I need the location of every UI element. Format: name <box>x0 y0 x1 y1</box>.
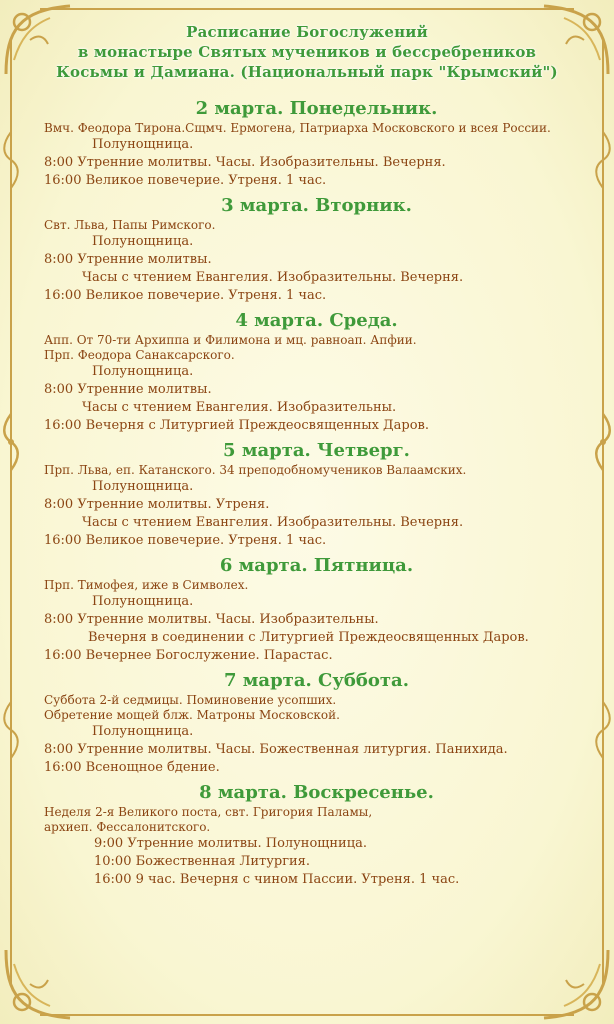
commemoration-line: Неделя 2-я Великого поста, свт. Григория Паламы, <box>44 805 373 819</box>
side-ornament-left-lower <box>0 700 22 760</box>
side-ornament-right <box>592 412 614 472</box>
service-line: Полунощница. <box>92 234 194 249</box>
day-heading: 2 марта. Понедельник. <box>195 98 438 119</box>
title-line-2: в монастыре Святых мучеников и бессребреников <box>77 43 537 61</box>
service-line: 16:00 9 час. Вечерня с чином Пассии. Утреня. 1 час. <box>94 872 460 887</box>
service-line: 16:00 Вечерня с Литургией Преждеосвященных Даров. <box>44 418 429 433</box>
service-line: 9:00 Утренние молитвы. Полунощница. <box>94 836 367 851</box>
schedule-days <box>44 97 589 893</box>
side-ornament-left <box>0 412 22 472</box>
day-heading: 8 марта. Воскресенье. <box>199 782 434 803</box>
title-line-1: Расписание Богослужений <box>186 23 428 41</box>
service-line: 16:00 Вечернее Богослужение. Парастас. <box>44 648 333 663</box>
service-line: 16:00 Великое повечерие. Утреня. 1 час. <box>44 533 327 548</box>
corner-ornament-bottom-left <box>0 944 80 1024</box>
day-heading: 5 марта. Четверг. <box>223 440 410 461</box>
day-section <box>44 669 589 777</box>
service-line: 8:00 Утренние молитвы. <box>44 252 212 267</box>
service-line: 16:00 Всенощное бдение. <box>44 760 220 775</box>
service-line: Часы с чтением Евангелия. Изобразительны. Вечерня. <box>82 270 464 285</box>
commemoration-line: Прп. Льва, еп. Катанского. 34 преподобномучеников Валаамских. <box>44 463 467 477</box>
schedule-title <box>0 22 614 82</box>
service-line: Полунощница. <box>92 594 194 609</box>
service-line: 10:00 Божественная Литургия. <box>94 854 311 869</box>
service-line: Часы с чтением Евангелия. Изобразительны. <box>82 400 397 415</box>
commemoration-line: Апп. От 70-ти Архиппа и Филимона и мц. равноап. Апфии. <box>44 333 417 347</box>
day-section <box>44 194 589 305</box>
service-line: 8:00 Утренние молитвы. <box>44 382 212 397</box>
day-heading: 6 марта. Пятница. <box>219 555 414 576</box>
side-ornament-right-lower <box>592 700 614 760</box>
service-line: 16:00 Великое повечерие. Утреня. 1 час. <box>44 288 327 303</box>
service-line: 16:00 Великое повечерие. Утреня. 1 час. <box>44 173 327 188</box>
service-line: 8:00 Утренние молитвы. Утреня. <box>44 497 270 512</box>
frame-border-top <box>40 8 574 10</box>
corner-ornament-bottom-right <box>534 944 614 1024</box>
day-section <box>44 439 589 550</box>
commemoration-line: Обретение мощей блж. Матроны Московской. <box>44 708 340 722</box>
commemoration-line: Прп. Феодора Санаксарского. <box>44 348 235 362</box>
service-line: 8:00 Утренние молитвы. Часы. Изобразительны. <box>44 612 379 627</box>
service-line: Полунощница. <box>92 479 194 494</box>
day-section <box>44 781 589 889</box>
day-heading: 3 марта. Вторник. <box>221 195 412 216</box>
service-line: Часы с чтением Евангелия. Изобразительны. Вечерня. <box>82 515 464 530</box>
service-line: Полунощница. <box>92 137 194 152</box>
day-section <box>44 309 589 435</box>
day-heading: 7 марта. Суббота. <box>224 670 409 691</box>
title-line-3: Косьмы и Дамиана. (Национальный парк "Крымский") <box>56 63 558 81</box>
service-line: Полунощница. <box>92 364 194 379</box>
frame-border-bottom <box>40 1014 574 1016</box>
service-line: Полунощница. <box>92 724 194 739</box>
day-heading: 4 марта. Среда. <box>235 310 398 331</box>
commemoration-line: Суббота 2-й седмицы. Поминовение усопших. <box>44 693 337 707</box>
day-section <box>44 97 589 190</box>
side-ornament-right-upper <box>592 130 614 190</box>
commemoration-line: Свт. Льва, Папы Римского. <box>44 218 216 232</box>
day-section <box>44 554 589 665</box>
service-line: Вечерня в соединении с Литургией Преждеосвященных Даров. <box>88 630 529 645</box>
commemoration-line: Прп. Тимофея, иже в Символех. <box>44 578 249 592</box>
commemoration-line: Вмч. Феодора Тирона.Сщмч. Ермогена, Патриарха Московского и всея России. <box>44 121 551 135</box>
service-line: 8:00 Утренние молитвы. Часы. Изобразительны. Вечерня. <box>44 155 446 170</box>
commemoration-line: архиеп. Фессалонитского. <box>44 820 211 834</box>
service-line: 8:00 Утренние молитвы. Часы. Божественная литургия. Панихида. <box>44 742 508 757</box>
side-ornament-left-upper <box>0 130 22 190</box>
